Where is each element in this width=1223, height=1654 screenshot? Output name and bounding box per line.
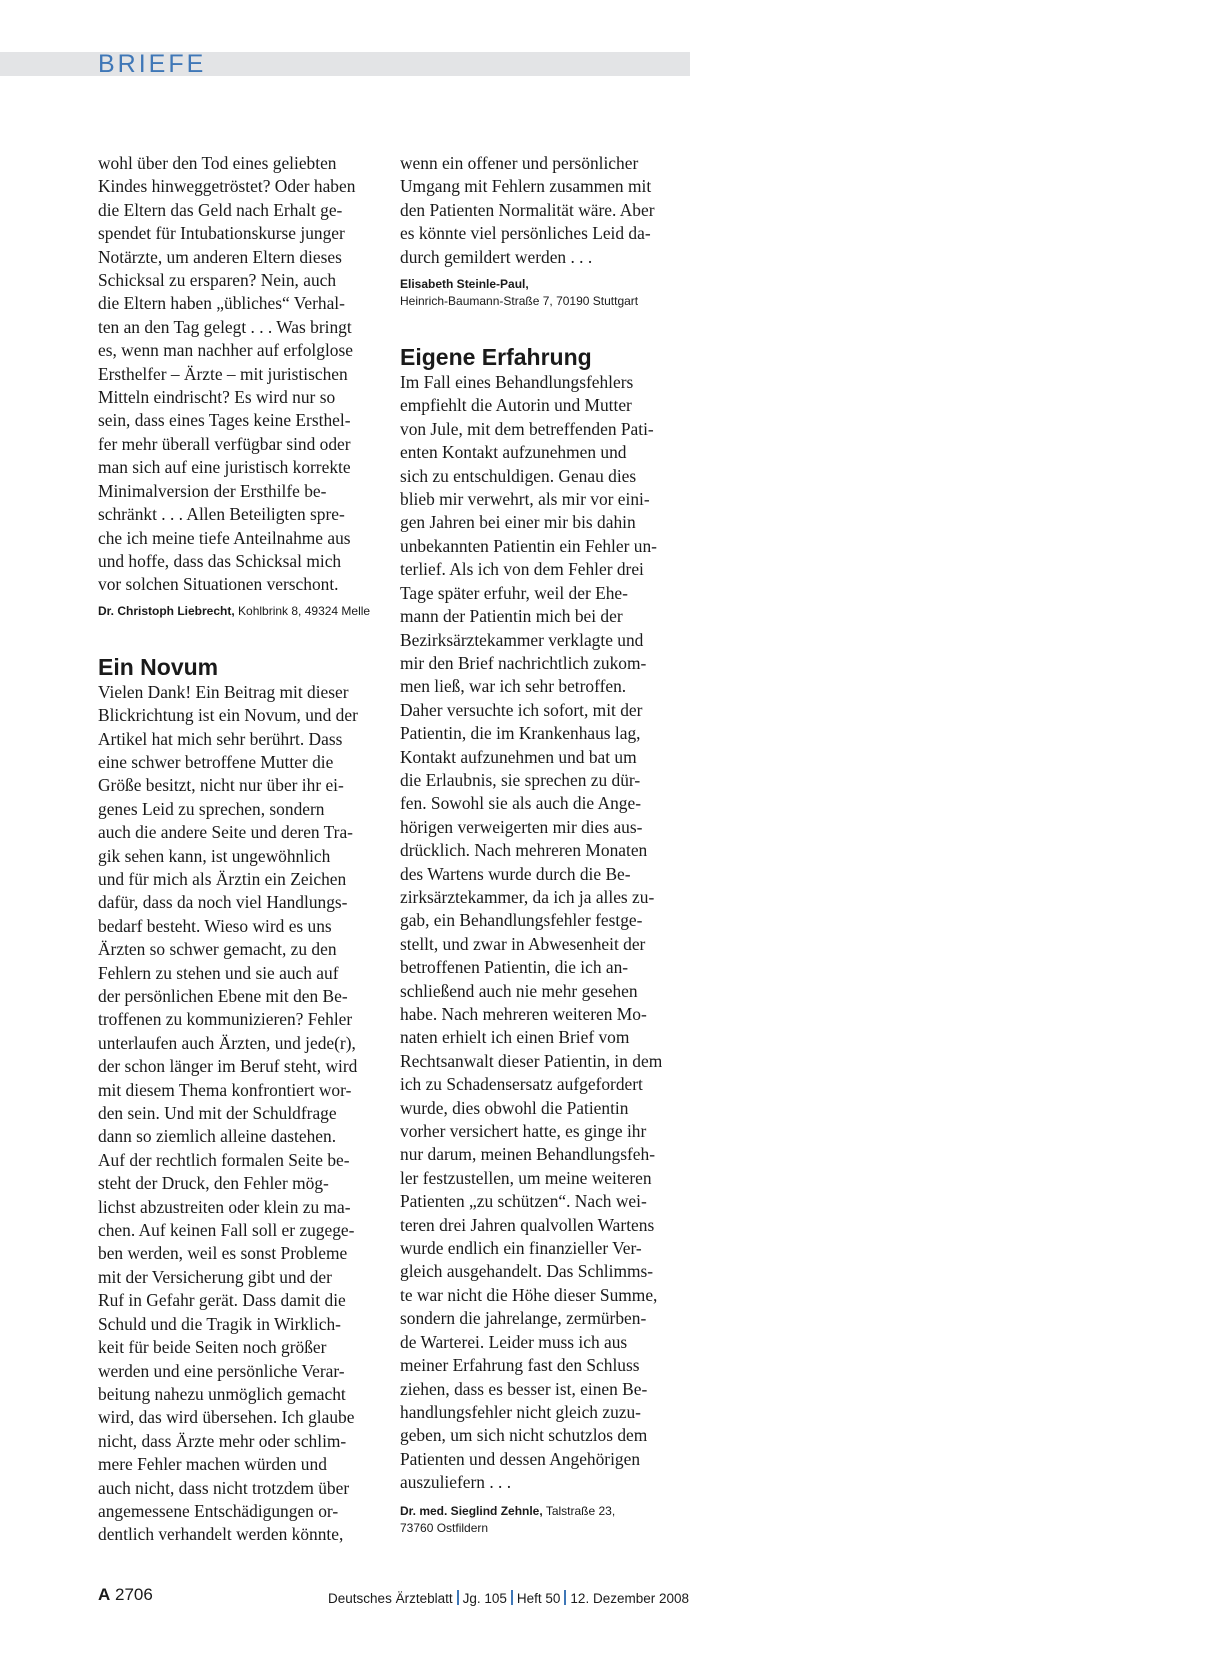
text-line: ben werden, weil es sonst Probleme [98, 1243, 348, 1264]
text-line: gen Jahren bei einer mir bis dahin [400, 512, 636, 533]
text-line: gleich ausgehandelt. Das Schlimms- [400, 1261, 654, 1282]
journal-volume: Jg. 105 [462, 1591, 507, 1606]
text-line: wurde endlich ein finanzieller Ver- [400, 1238, 642, 1259]
letter-body [98, 152, 373, 597]
text-line: Kontakt aufzunehmen und bat um [400, 746, 637, 767]
text-line: enten Kontakt aufzunehmen und [400, 442, 627, 463]
text-line: spendet für Intubationskurse junger [98, 223, 345, 244]
journal-date: 12. Dezember 2008 [570, 1591, 689, 1606]
text-line: Schicksal zu ersparen? Nein, auch [98, 270, 337, 291]
text-line: mere Fehler machen würden und [98, 1454, 327, 1475]
author-name: Elisabeth Steinle-Paul, [400, 277, 529, 292]
letter-heading: Ein Novum [98, 653, 219, 680]
text-line: sich zu entschuldigen. Genau dies [400, 465, 637, 486]
text-line: mit der Versicherung gibt und der [98, 1266, 332, 1287]
text-line: den Patienten Normalität wäre. Aber [400, 199, 655, 220]
text-line: gik sehen kann, ist ungewöhnlich [98, 845, 331, 866]
author-address: Heinrich-Baumann-Straße 7, 70190 Stuttgart [400, 294, 639, 309]
letter-signature [98, 603, 373, 620]
text-line: drücklich. Nach mehreren Monaten [400, 840, 648, 861]
text-line: terlief. Als ich von dem Fehler drei [400, 559, 644, 580]
text-line: wenn ein offener und persönlicher [400, 153, 639, 173]
text-line: naten erhielt ich einen Brief vom [400, 1027, 630, 1048]
journal-name: Deutsches Ärzteblatt [328, 1591, 453, 1606]
text-line: blieb mir verwehrt, als mir vor eini- [400, 489, 650, 510]
text-line: werden und eine persönliche Verar- [98, 1360, 345, 1381]
text-line: der schon länger im Beruf steht, wird [98, 1056, 358, 1077]
text-line: geben, um sich nicht schutzlos dem [400, 1425, 648, 1446]
text-line: ziehen, dass es besser ist, einen Be- [400, 1378, 648, 1399]
text-line: genes Leid zu sprechen, sondern [98, 798, 325, 819]
text-line: Schuld und die Tragik in Wirklich- [98, 1313, 341, 1334]
text-line: Im Fall eines Behandlungsfehlers [400, 372, 634, 393]
author-address: Talstraße 23, [542, 1503, 616, 1518]
text-line: Mitteln eindrischt? Es wird nur so [98, 387, 336, 408]
separator [511, 1590, 513, 1605]
author-name: Dr. med. Sieglind Zehnle, [400, 1503, 543, 1518]
text-line: Patienten und dessen Angehörigen [400, 1448, 641, 1469]
text-line: lichst abzustreiten oder klein zu ma- [98, 1196, 351, 1217]
journal-issue: Heft 50 [516, 1591, 561, 1606]
text-line: dentlich verhandelt werden könnte, [98, 1524, 344, 1545]
text-line: habe. Nach mehreren weiteren Mo- [400, 1004, 647, 1024]
text-line: eine schwer betroffene Mutter die [98, 751, 334, 772]
author-name: Dr. Christoph Liebrecht, [98, 603, 235, 618]
text-line: wohl über den Tod eines geliebten [98, 153, 337, 173]
text-line: Vielen Dank! Ein Beitrag mit dieser [98, 681, 349, 702]
text-line: sein, dass eines Tages keine Ersthel- [98, 410, 351, 431]
text-line: wurde, dies obwohl die Patientin [400, 1097, 629, 1118]
text-line: auch die andere Seite und deren Tra- [98, 822, 353, 843]
text-line: die Eltern haben „übliches“ Verhal- [98, 293, 345, 314]
page-number [98, 1585, 153, 1605]
text-line: handlungsfehler nicht gleich zuzu- [400, 1401, 641, 1422]
text-line: zirksärztekammer, da ich ja alles zu- [400, 886, 655, 907]
text-line: betroffenen Patientin, die ich an- [400, 957, 629, 978]
text-line: schränkt . . . Allen Beteiligten spre- [98, 504, 345, 525]
text-line: des Wartens wurde durch die Be- [400, 863, 631, 884]
text-line: Rechtsanwalt dieser Patientin, in dem [400, 1050, 663, 1071]
text-line: mit diesem Thema konfrontiert wor- [98, 1079, 352, 1100]
text-line: Minimalversion der Ersthilfe be- [98, 480, 327, 501]
text-line: Ärzten so schwer gemacht, zu den [98, 939, 337, 960]
text-line: vorher versichert hatte, es ginge ihr [400, 1121, 647, 1142]
letter-body [400, 371, 675, 1495]
separator [564, 1590, 566, 1605]
page-number-value: 2706 [110, 1585, 153, 1604]
journal-citation [328, 1590, 689, 1606]
text-line: wird, das wird übersehen. Ich glaube [98, 1407, 355, 1428]
text-line: te war nicht die Höhe dieser Summe, [400, 1284, 658, 1305]
letter-body-continued [400, 152, 675, 269]
letter-heading: Eigene Erfahrung [400, 344, 592, 371]
text-line: es, wenn man nachher auf erfolglose [98, 340, 353, 361]
text-line: Umgang mit Fehlern zusammen mit [400, 176, 652, 197]
letter-signature [400, 276, 675, 310]
text-line: Patienten „zu schützen“. Nach wei- [400, 1191, 647, 1212]
text-line: steht der Druck, den Fehler mög- [98, 1173, 329, 1194]
text-line: Blickrichtung ist ein Novum, und der [98, 705, 358, 726]
text-line: Artikel hat mich sehr berührt. Dass [98, 728, 343, 749]
author-address: 73760 Ostfildern [400, 1520, 489, 1535]
text-line: fen. Sowohl sie als auch die Ange- [400, 793, 641, 814]
column-right [400, 152, 675, 1537]
text-line: bedarf besteht. Wieso wird es uns [98, 915, 332, 936]
letter-body [98, 681, 373, 1547]
text-line: durch gemildert werden . . . [400, 246, 593, 267]
text-line: Daher versuchte ich sofort, mit der [400, 699, 643, 720]
text-line: man sich auf eine juristisch korrekte [98, 457, 351, 478]
text-line: Ruf in Gefahr gerät. Dass damit die [98, 1290, 346, 1311]
text-line: schließend auch nie mehr gesehen [400, 980, 638, 1001]
text-line: dann so ziemlich alleine dastehen. [98, 1126, 337, 1147]
text-line: und hoffe, dass das Schicksal mich [98, 550, 342, 571]
text-line: von Jule, mit dem betreffenden Pati- [400, 418, 654, 439]
text-line: mir den Brief nachrichtlich zukom- [400, 652, 647, 673]
text-line: Bezirksärztekammer verklagte und [400, 629, 644, 650]
text-line: teren drei Jahren qualvollen Wartens [400, 1214, 655, 1235]
text-line: Ersthelfer – Ärzte – mit juristischen [98, 363, 348, 384]
text-line: fer mehr überall verfügbar sind oder [98, 433, 351, 454]
text-line: troffenen zu kommunizieren? Fehler [98, 1009, 353, 1030]
text-line: vor solchen Situationen verschont. [98, 574, 339, 595]
text-line: sondern die jahrelange, zermürben- [400, 1308, 647, 1329]
text-line: die Erlaubnis, sie sprechen zu dür- [400, 769, 641, 790]
text-line: der persönlichen Ebene mit den Be- [98, 986, 348, 1006]
text-line: Patientin, die im Krankenhaus lag, [400, 723, 641, 744]
text-line: mann der Patientin mich bei der [400, 606, 623, 627]
separator [457, 1590, 459, 1605]
text-line: es könnte viel persönliches Leid da- [400, 223, 651, 244]
text-line: de Warterei. Leider muss ich aus [400, 1331, 628, 1352]
text-line: und für mich als Ärztin ein Zeichen [98, 868, 347, 889]
text-line: stellt, und zwar in Abwesenheit der [400, 933, 646, 954]
letter-signature [400, 1503, 675, 1537]
text-line: chen. Auf keinen Fall soll er zugege- [98, 1220, 355, 1241]
text-line: nicht, dass Ärzte mehr oder schlim- [98, 1430, 347, 1451]
text-line: angemessene Entschädigungen or- [98, 1500, 339, 1521]
text-line: unterlaufen auch Ärzten, und jede(r), [98, 1032, 356, 1053]
text-line: Größe besitzt, nicht nur über ihr ei- [98, 775, 344, 796]
text-line: ler festzustellen, um meine weiteren [400, 1167, 652, 1188]
text-line: beitung nahezu unmöglich gemacht [98, 1383, 346, 1404]
text-line: ich zu Schadensersatz aufgefordert [400, 1074, 643, 1095]
text-line: dafür, dass da noch viel Handlungs- [98, 892, 348, 913]
text-line: hörigen verweigerten mir dies aus- [400, 816, 643, 837]
text-line: Auf der rechtlich formalen Seite be- [98, 1149, 350, 1170]
text-line: auch nicht, dass nicht trotzdem über [98, 1477, 350, 1498]
column-left [98, 152, 373, 1547]
text-line: nur darum, meinen Behandlungsfeh- [400, 1144, 655, 1165]
text-line: auszuliefern . . . [400, 1472, 512, 1493]
text-line: empfiehlt die Autorin und Mutter [400, 395, 632, 416]
text-line: che ich meine tiefe Anteilnahme aus [98, 527, 351, 548]
text-line: keit für beide Seiten noch größer [98, 1337, 327, 1358]
text-line: meiner Erfahrung fast den Schluss [400, 1355, 640, 1376]
text-line: den sein. Und mit der Schuldfrage [98, 1103, 337, 1124]
text-line: men ließ, war ich sehr betroffen. [400, 676, 627, 697]
text-line: Tage später erfuhr, weil der Ehe- [400, 582, 628, 603]
text-line: Fehlern zu stehen und sie auch auf [98, 962, 339, 983]
text-line: unbekannten Patientin ein Fehler un- [400, 535, 657, 556]
section-title: BRIEFE [98, 50, 207, 78]
page-prefix: A [98, 1585, 111, 1604]
text-line: Kindes hinweggetröstet? Oder haben [98, 176, 356, 197]
author-address: Kohlbrink 8, 49324 Melle [234, 603, 371, 618]
text-line: gab, ein Behandlungsfehler festge- [400, 910, 643, 931]
text-line: die Eltern das Geld nach Erhalt ge- [98, 199, 343, 220]
text-line: Notärzte, um anderen Eltern dieses [98, 246, 342, 267]
text-line: ten an den Tag gelegt . . . Was bringt [98, 316, 352, 337]
